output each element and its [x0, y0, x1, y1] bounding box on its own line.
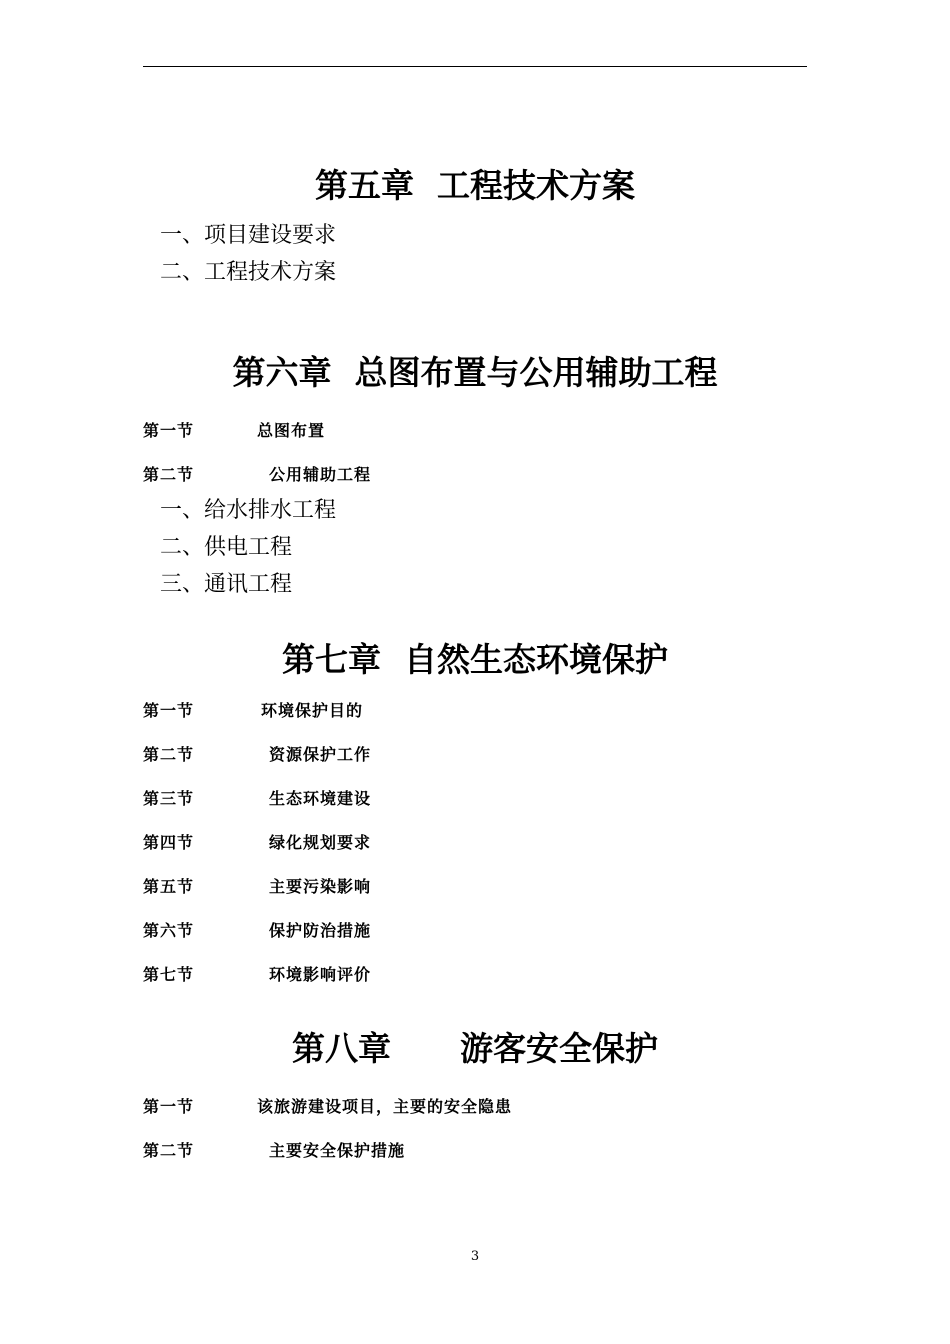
- section-title: 绿化规划要求: [269, 833, 372, 852]
- list-item: 一、项目建设要求: [160, 223, 337, 248]
- list-item: 三、通讯工程: [160, 572, 293, 597]
- chapter-title-5: 第五章 工程技术方案: [315, 166, 635, 205]
- section-label: 第一节: [143, 1097, 195, 1116]
- section-heading: [143, 464, 371, 486]
- section-label: 第二节: [143, 1141, 195, 1160]
- section-label: 第五节: [143, 877, 195, 896]
- section-label: 第七节: [143, 965, 195, 984]
- section-label: 第三节: [143, 789, 195, 808]
- list-item: 二、供电工程: [160, 535, 293, 560]
- section-title: 保护防治措施: [269, 921, 372, 940]
- section-title: 该旅游建设项目，主要的安全隐患: [257, 1097, 513, 1116]
- section-heading: [143, 920, 371, 942]
- section-heading: [143, 700, 363, 722]
- section-label: 第二节: [143, 465, 195, 484]
- section-heading: [143, 1096, 512, 1118]
- section-title: 公用辅助工程: [269, 465, 372, 484]
- section-heading: [143, 964, 371, 986]
- chapter-title-6: 第六章 总图布置与公用辅助工程: [232, 353, 718, 392]
- section-heading: [143, 832, 371, 854]
- section-heading: [143, 420, 325, 442]
- list-item: 一、给水排水工程: [160, 498, 337, 523]
- section-title: 总图布置: [257, 421, 326, 440]
- section-title: 主要安全保护措施: [269, 1141, 406, 1160]
- section-label: 第一节: [143, 701, 195, 720]
- section-heading: [143, 1140, 405, 1162]
- section-label: 第二节: [143, 745, 195, 764]
- section-title: 环境影响评价: [269, 965, 372, 984]
- section-heading: [143, 744, 371, 766]
- section-title: 生态环境建设: [269, 789, 372, 808]
- list-item: 二、工程技术方案: [160, 260, 337, 285]
- section-heading: [143, 876, 371, 898]
- section-title: 环境保护目的: [261, 701, 364, 720]
- header-rule: [143, 66, 807, 67]
- section-label: 第四节: [143, 833, 195, 852]
- section-title: 资源保护工作: [269, 745, 372, 764]
- section-heading: [143, 788, 371, 810]
- section-label: 第六节: [143, 921, 195, 940]
- page-number: 3: [470, 1249, 480, 1264]
- chapter-title-8: 第八章 游客安全保护: [292, 1029, 658, 1068]
- chapter-title-7: 第七章 自然生态环境保护: [282, 640, 668, 679]
- section-title: 主要污染影响: [269, 877, 372, 896]
- section-label: 第一节: [143, 421, 195, 440]
